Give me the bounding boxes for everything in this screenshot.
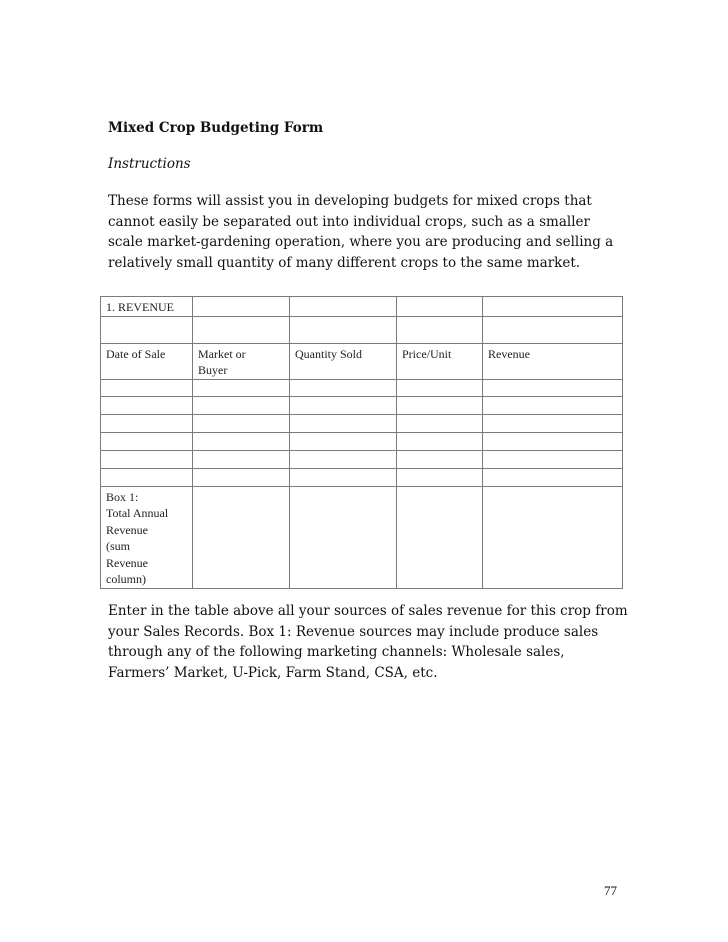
market-or-buyer-cell[interactable]: [193, 414, 290, 432]
quantity-sold-cell[interactable]: [290, 414, 397, 432]
intro-paragraph: These forms will assist you in developing budgets for mixed crops that cannot easily be separated out into individual crops, such as a smaller scale market-gardening operation, where you are producing and selling a relatively small quantity of many different crops to the same market.: [108, 193, 614, 271]
table-row: [101, 432, 623, 450]
table-row: [101, 396, 623, 414]
table-cell[interactable]: [101, 316, 193, 343]
price-unit-cell[interactable]: [397, 414, 483, 432]
header-market-or-buyer: Market or Buyer: [193, 343, 290, 379]
date-of-sale-cell[interactable]: [101, 432, 193, 450]
date-of-sale-cell[interactable]: [101, 396, 193, 414]
table-cell[interactable]: [290, 316, 397, 343]
price-unit-cell[interactable]: [397, 468, 483, 486]
market-or-buyer-cell[interactable]: [193, 396, 290, 414]
spacer-row: [101, 316, 623, 343]
table-row: [101, 379, 623, 396]
date-of-sale-cell[interactable]: [101, 450, 193, 468]
table-cell[interactable]: [483, 297, 623, 317]
table-cell[interactable]: [193, 316, 290, 343]
table-notes-paragraph: Enter in the table above all your sources of sales revenue for this crop from your Sales Records. Box 1: Revenue sources may include produce sales through any of the following marketing channels: Wholesale sales, Farmers’ Market, U-Pick, Farm Stand, CSA, etc.: [108, 603, 628, 681]
quantity-sold-cell[interactable]: [290, 432, 397, 450]
table-cell[interactable]: [193, 297, 290, 317]
market-or-buyer-cell[interactable]: [193, 432, 290, 450]
document-title: Mixed Crop Budgeting Form: [108, 120, 324, 136]
revenue-cell[interactable]: [483, 468, 623, 486]
revenue-cell[interactable]: [483, 396, 623, 414]
table-row: [101, 468, 623, 486]
page-number: 77: [604, 883, 617, 898]
header-price-unit: Price/Unit: [397, 343, 483, 379]
price-unit-cell[interactable]: [397, 379, 483, 396]
table-cell[interactable]: [290, 486, 397, 588]
total-revenue-cell[interactable]: [483, 486, 623, 588]
revenue-cell[interactable]: [483, 450, 623, 468]
header-date-of-sale: Date of Sale: [101, 343, 193, 379]
revenue-cell[interactable]: [483, 432, 623, 450]
market-or-buyer-cell[interactable]: [193, 379, 290, 396]
table-cell[interactable]: [397, 297, 483, 317]
table-cell[interactable]: [397, 316, 483, 343]
section-title-cell: 1. REVENUE: [101, 297, 193, 317]
header-revenue: Revenue: [483, 343, 623, 379]
table-row: [101, 450, 623, 468]
price-unit-cell[interactable]: [397, 450, 483, 468]
total-row: [101, 486, 623, 588]
price-unit-cell[interactable]: [397, 396, 483, 414]
date-of-sale-cell[interactable]: [101, 468, 193, 486]
quantity-sold-cell[interactable]: [290, 468, 397, 486]
date-of-sale-cell[interactable]: [101, 414, 193, 432]
revenue-cell[interactable]: [483, 379, 623, 396]
header-row: [101, 343, 623, 379]
header-quantity-sold: Quantity Sold: [290, 343, 397, 379]
revenue-cell[interactable]: [483, 414, 623, 432]
quantity-sold-cell[interactable]: [290, 396, 397, 414]
price-unit-cell[interactable]: [397, 432, 483, 450]
section-title-row: [101, 297, 623, 317]
market-or-buyer-cell[interactable]: [193, 468, 290, 486]
date-of-sale-cell[interactable]: [101, 379, 193, 396]
table-cell[interactable]: [290, 297, 397, 317]
document-body: [108, 119, 628, 273]
table-row: [101, 414, 623, 432]
revenue-table: [100, 296, 623, 589]
market-or-buyer-cell[interactable]: [193, 450, 290, 468]
quantity-sold-cell[interactable]: [290, 379, 397, 396]
instructions-heading: Instructions: [108, 156, 191, 172]
box-1-total-label: Box 1: Total Annual Revenue (sum Revenue column): [101, 486, 193, 588]
quantity-sold-cell[interactable]: [290, 450, 397, 468]
table-cell[interactable]: [193, 486, 290, 588]
table-cell[interactable]: [397, 486, 483, 588]
table-cell[interactable]: [483, 316, 623, 343]
